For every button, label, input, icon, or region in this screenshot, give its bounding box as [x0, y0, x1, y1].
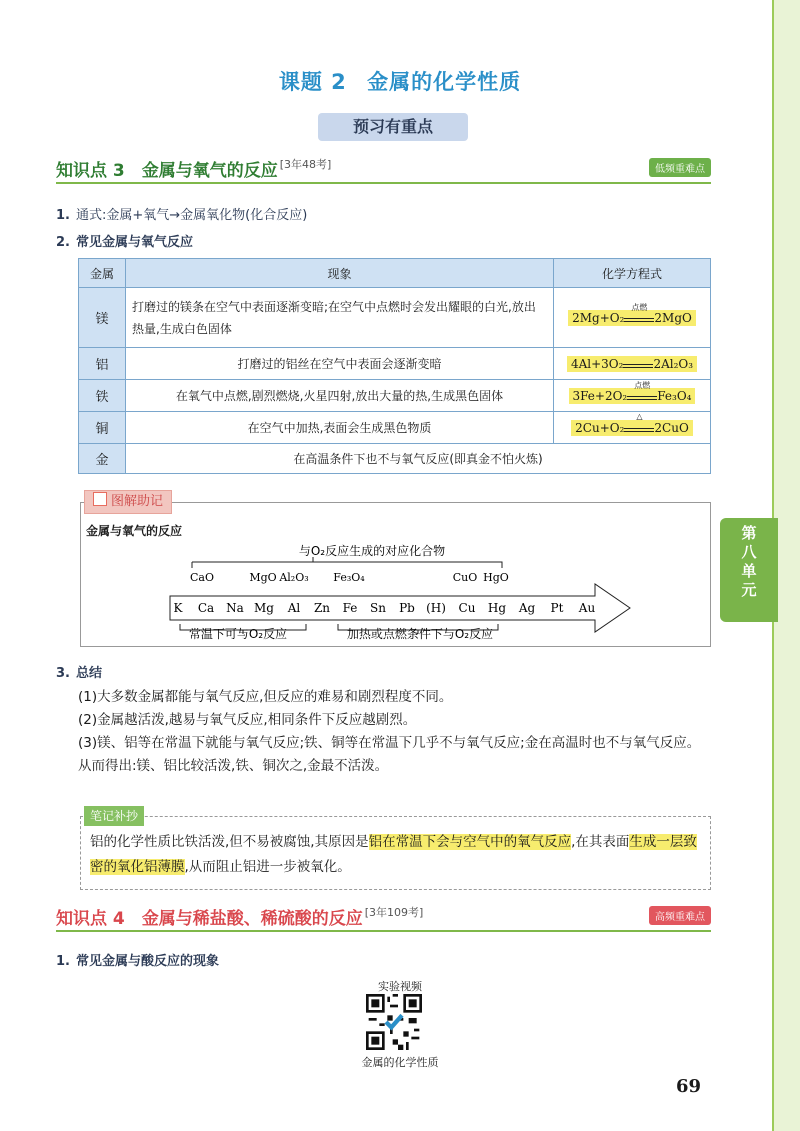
metal-symbol: Zn: [313, 601, 331, 615]
highlight: 生成一层致密的氧化铝薄膜: [90, 834, 697, 875]
metal-symbol: Au: [578, 601, 596, 615]
highlight: 铝在常温下会与空气中的氧气反应: [368, 834, 572, 850]
table-row: 铜 在空气中加热,表面会生成黑色物质 2Cu+O₂ △ 2CuO: [79, 412, 711, 444]
lesson-number: 课题 2: [278, 70, 347, 94]
metal-symbol: Pt: [550, 601, 564, 615]
notes-text: 铝的化学性质比铁活泼,但不易被腐蚀,其原因是铝在常温下会与空气中的氧气反应,在其表面生成一层致密的氧化铝薄膜,从而阻止铝进一步被氧化。: [90, 834, 697, 875]
metal-symbol: Hg: [487, 601, 507, 615]
bottom-label-left: 常温下可与O₂反应: [188, 627, 288, 641]
table-row: 铝 打磨过的铝丝在空气中表面会逐渐变暗 4Al+3O₂ 2Al₂O₃: [79, 348, 711, 380]
frequency-tag: 高频重难点: [649, 906, 711, 925]
table-header-row: [79, 259, 711, 288]
qr-label-top: 实验视频: [378, 980, 422, 993]
point-2: 2. 常见金属与氧气反应: [56, 235, 193, 250]
activity-diagram: [80, 538, 709, 644]
equation: 4Al+3O₂ 2Al₂O₃: [567, 356, 697, 372]
diagram-tab: 图解助记: [84, 490, 172, 514]
lesson-name: 金属的化学性质: [367, 70, 522, 94]
section-title: 知识点 3 金属与氧气的反应 [3年48考]: [56, 158, 332, 181]
bottom-label-right: 加热或点燃条件下与O₂反应: [346, 627, 494, 641]
metal-symbol: Mg: [254, 601, 274, 615]
page-title: [0, 66, 800, 96]
diagram-title: 金属与氧气的反应: [86, 524, 183, 538]
top-label: 与O₂反应生成的对应化合物: [298, 544, 446, 558]
metal-symbol: Al: [287, 601, 301, 615]
header-metal: 金属: [79, 259, 126, 288]
summary-item: (3)镁、铝等在常温下就能与氧气反应;铁、铜等在常温下几乎不与氧气反应;金在高温时也不与氧气反应。从而得出:镁、铝比较活泼,铁、铜次之,金最不活泼。: [78, 735, 701, 774]
oxide-label: Al₂O₃: [279, 571, 309, 584]
equation: 2Cu+O₂ △ 2CuO: [571, 420, 693, 436]
table-row: 金 在高温条件下也不与氧气反应(即真金不怕火炼): [79, 444, 711, 474]
header-equation: 化学方程式: [554, 259, 711, 288]
metal-oxygen-table: [78, 258, 711, 474]
qr-label-bottom: 金属的化学性质: [361, 1056, 439, 1069]
point-4: 1. 常见金属与酸反应的现象: [56, 954, 219, 969]
metal-symbol: Sn: [370, 601, 386, 615]
metal-symbol: (H): [426, 601, 446, 615]
summary-item: (1)大多数金属都能与氧气反应,但反应的难易和剧烈程度不同。: [78, 689, 453, 705]
notes-tab: 笔记补抄: [84, 806, 144, 826]
section-header-3: [56, 154, 711, 184]
metal-symbol: K: [173, 601, 183, 615]
table-row: 铁 在氧气中点燃,剧烈燃烧,火星四射,放出大量的热,生成黑色固体 3Fe+2O₂ 点燃 Fe₃O₄: [79, 380, 711, 412]
preview-banner: 预习有重点: [318, 113, 468, 141]
table-row: 镁 打磨过的镁条在空气中表面逐渐变暗;在空气中点燃时会发出耀眼的白光,放出热量,生成白色固体 2Mg+O₂ 点燃 2MgO: [79, 288, 711, 348]
metal-symbol: Pb: [399, 601, 415, 615]
oxide-label: CaO: [190, 571, 214, 584]
section-title: 知识点 4 金属与稀盐酸、稀硫酸的反应 [3年109考]: [56, 906, 424, 929]
pencil-icon: [93, 492, 107, 506]
equation: 2Mg+O₂ 点燃 2MgO: [568, 310, 696, 326]
equation: 3Fe+2O₂ 点燃 Fe₃O₄: [569, 388, 696, 404]
oxide-label: MgO: [249, 571, 277, 584]
summary-item: (2)金属越活泼,越易与氧气反应,相同条件下反应越剧烈。: [78, 712, 417, 728]
header-phenomenon: 现象: [126, 259, 554, 288]
oxide-label: CuO: [452, 571, 478, 584]
oxide-label: Fe₃O₄: [333, 571, 365, 584]
frequency-tag: 低频重难点: [649, 158, 711, 177]
oxide-label: HgO: [483, 571, 509, 584]
metal-symbol: Ca: [197, 601, 215, 615]
point-1: 1. 通式:金属+氧气→金属氧化物(化合反应): [56, 208, 308, 223]
section-header-4: [56, 902, 711, 932]
unit-tab[interactable]: 第 八 单 元: [720, 518, 778, 622]
summary-list: [78, 686, 708, 778]
metal-symbol: Fe: [342, 601, 358, 615]
qr-code-icon[interactable]: [364, 994, 424, 1050]
metal-symbol: Na: [226, 601, 244, 615]
metal-symbol: Ag: [518, 601, 536, 615]
page-number: 69: [676, 1076, 702, 1097]
metal-symbol: Cu: [458, 601, 476, 615]
point-3: 3. 总结: [56, 666, 102, 681]
